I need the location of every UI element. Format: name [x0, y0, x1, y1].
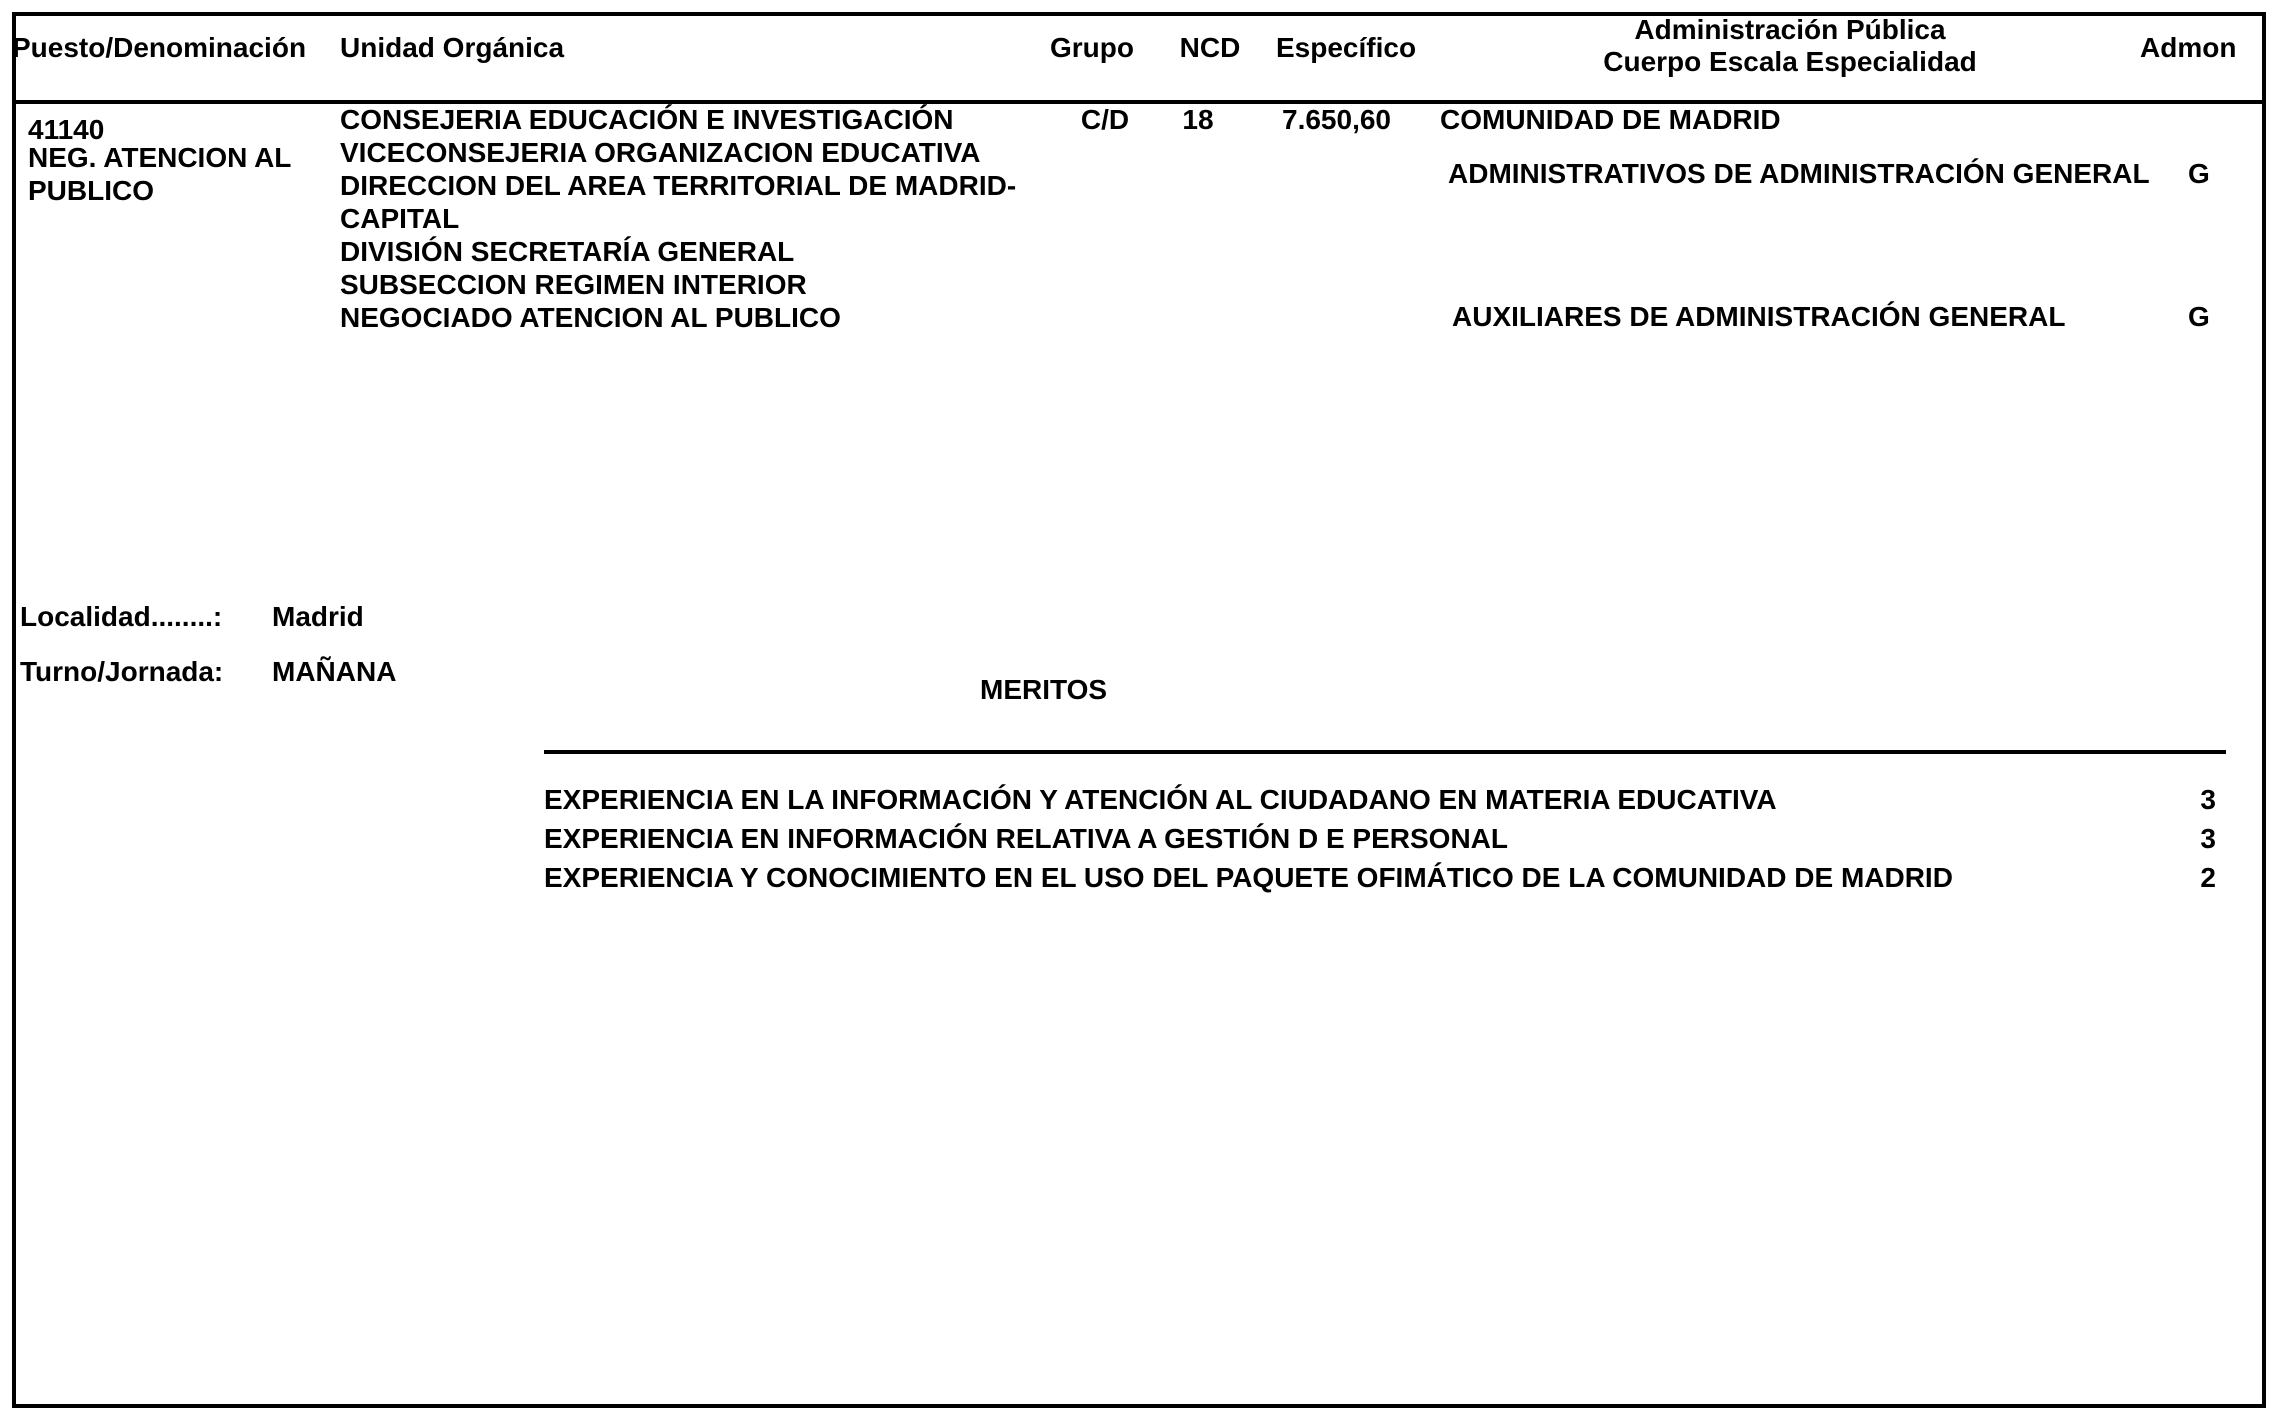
puesto-codigo: 41140	[28, 114, 105, 145]
denominacion-line: NEG. ATENCION AL	[28, 142, 292, 173]
meritos-title: MERITOS	[980, 674, 1108, 705]
unidad-line: NEGOCIADO ATENCION AL PUBLICO	[340, 302, 841, 333]
header-cuerpo-escala: Cuerpo Escala Especialidad	[1603, 46, 1977, 77]
merito-points: 3	[2200, 784, 2216, 815]
turno-value: MAÑANA	[272, 656, 397, 687]
header-puesto: Puesto/Denominación	[12, 32, 307, 63]
merito-text: EXPERIENCIA EN LA INFORMACIÓN Y ATENCIÓN AL CIUDADANO EN MATERIA EDUCATIVA	[544, 784, 1777, 815]
header-administracion-publica: Administración Pública	[1634, 14, 1946, 45]
merito-points: 3	[2200, 823, 2216, 854]
header-grupo: Grupo	[1050, 32, 1134, 63]
header-especifico: Específico	[1276, 32, 1417, 63]
ncd-value: 18	[1182, 104, 1214, 135]
cuerpo-name: AUXILIARES DE ADMINISTRACIÓN GENERAL	[1452, 301, 2066, 332]
merito-text: EXPERIENCIA EN INFORMACIÓN RELATIVA A GESTIÓN D E PERSONAL	[544, 823, 1508, 854]
turno-label: Turno/Jornada:	[20, 656, 224, 687]
unidad-line: SUBSECCION REGIMEN INTERIOR	[340, 269, 807, 300]
cuerpo-name: ADMINISTRATIVOS DE ADMINISTRACIÓN GENERAL	[1448, 158, 2150, 189]
localidad-label: Localidad........:	[20, 601, 223, 632]
unidad-line: CAPITAL	[340, 203, 460, 234]
grupo-value: C/D	[1080, 104, 1130, 135]
administracion-value: COMUNIDAD DE MADRID	[1440, 104, 1781, 135]
header-unidad: Unidad Orgánica	[340, 32, 565, 63]
cuerpo-admon: G	[2188, 301, 2210, 332]
unidad-line: VICECONSEJERIA ORGANIZACION EDUCATIVA	[340, 137, 981, 168]
unidad-line: CONSEJERIA EDUCACIÓN E INVESTIGACIÓN	[340, 104, 954, 135]
especifico-value: 7.650,60	[1282, 104, 1391, 135]
meritos-rule	[544, 750, 2226, 754]
denominacion-line: PUBLICO	[28, 175, 154, 206]
localidad-value: Madrid	[272, 601, 364, 632]
unidad-line: DIRECCION DEL AREA TERRITORIAL DE MADRID-	[340, 170, 1017, 201]
header-admon: Admon	[2140, 32, 2237, 63]
merito-points: 2	[2200, 862, 2216, 893]
header-ncd: NCD	[1179, 32, 1241, 63]
cuerpo-admon: G	[2188, 158, 2210, 189]
merito-text: EXPERIENCIA Y CONOCIMIENTO EN EL USO DEL PAQUETE OFIMÁTICO DE LA COMUNIDAD DE MADRID	[544, 862, 1953, 893]
unidad-line: DIVISIÓN SECRETARÍA GENERAL	[340, 236, 795, 267]
